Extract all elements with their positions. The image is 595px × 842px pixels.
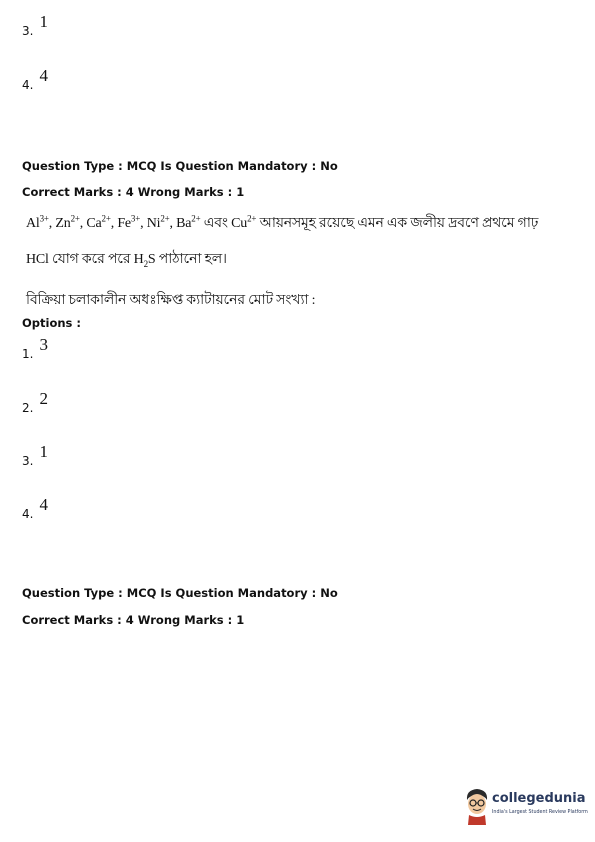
option-number: 4.: [22, 507, 34, 521]
logo-name: collegedunia: [492, 791, 586, 806]
ion-ba: $Ba^{2+}$: [176, 213, 201, 231]
option-number: 3.: [22, 454, 34, 468]
option-value: 3: [39, 335, 48, 354]
option-number: 2.: [22, 401, 34, 415]
question-type-line: Question Type : MCQ Is Question Mandatory : No: [22, 586, 338, 600]
option-value: 1: [39, 442, 48, 461]
ion-ni: $Ni^{2+}$: [146, 213, 170, 231]
marks-line: Correct Marks : 4 Wrong Marks : 1: [22, 613, 245, 627]
option-item: [22, 495, 48, 521]
marks-line: Correct Marks : 4 Wrong Marks : 1: [22, 185, 245, 199]
conjunction: এবং: [203, 216, 228, 231]
option-value: 4: [39, 66, 48, 85]
question-text-tail: আয়নসমূহ রয়েছে এমন এক জলীয় দ্রবণে প্রথমে গাঢ়: [259, 216, 539, 231]
option-item: [22, 335, 48, 361]
logo-tagline: India's Largest Student Review Platform: [492, 810, 588, 815]
option-item: [22, 389, 48, 415]
option-item: [22, 12, 48, 38]
option-value: 4: [39, 495, 48, 514]
option-value: 1: [39, 12, 48, 31]
option-number: 3.: [22, 24, 34, 38]
question-text-line-3: বিক্রিয়া চলাকালীন অধঃক্ষিপ্ত ক্যাটায়নের মোট সংখ্যা :: [26, 293, 316, 308]
option-number: 1.: [22, 347, 34, 361]
question-text-line-2: HCl যোগ করে পরে $H_2S$ পাঠানো হল।: [26, 252, 227, 269]
ion-fe: $Fe^{3+}$: [117, 213, 141, 231]
option-item: [22, 66, 48, 92]
ion-zn: $Zn^{2+}$: [55, 213, 80, 231]
option-item: [22, 442, 48, 468]
ion-cu: $Cu^{2+}$: [231, 213, 257, 231]
question-text-line-1: $Al^{3+}$, $Zn^{2+}$, $Ca^{2+}$, $Fe^{3+}$, $Ni^{2+}$, $Ba^{2+}$ এবং $Cu^{2+}$ আয়নসমূহ রয়েছে এমন এক জলীয় দ্রবণে প্রথমে গাঢ়: [26, 213, 539, 231]
collegedunia-logo: [462, 786, 588, 828]
mascot-icon: [462, 786, 492, 826]
option-value: 2: [39, 389, 48, 408]
question-type-line: Question Type : MCQ Is Question Mandatory : No: [22, 159, 338, 173]
ion-al: $Al^{3+}$: [26, 213, 49, 231]
ion-ca: $Ca^{2+}$: [86, 213, 111, 231]
options-label: Options :: [22, 316, 81, 330]
option-number: 4.: [22, 78, 34, 92]
